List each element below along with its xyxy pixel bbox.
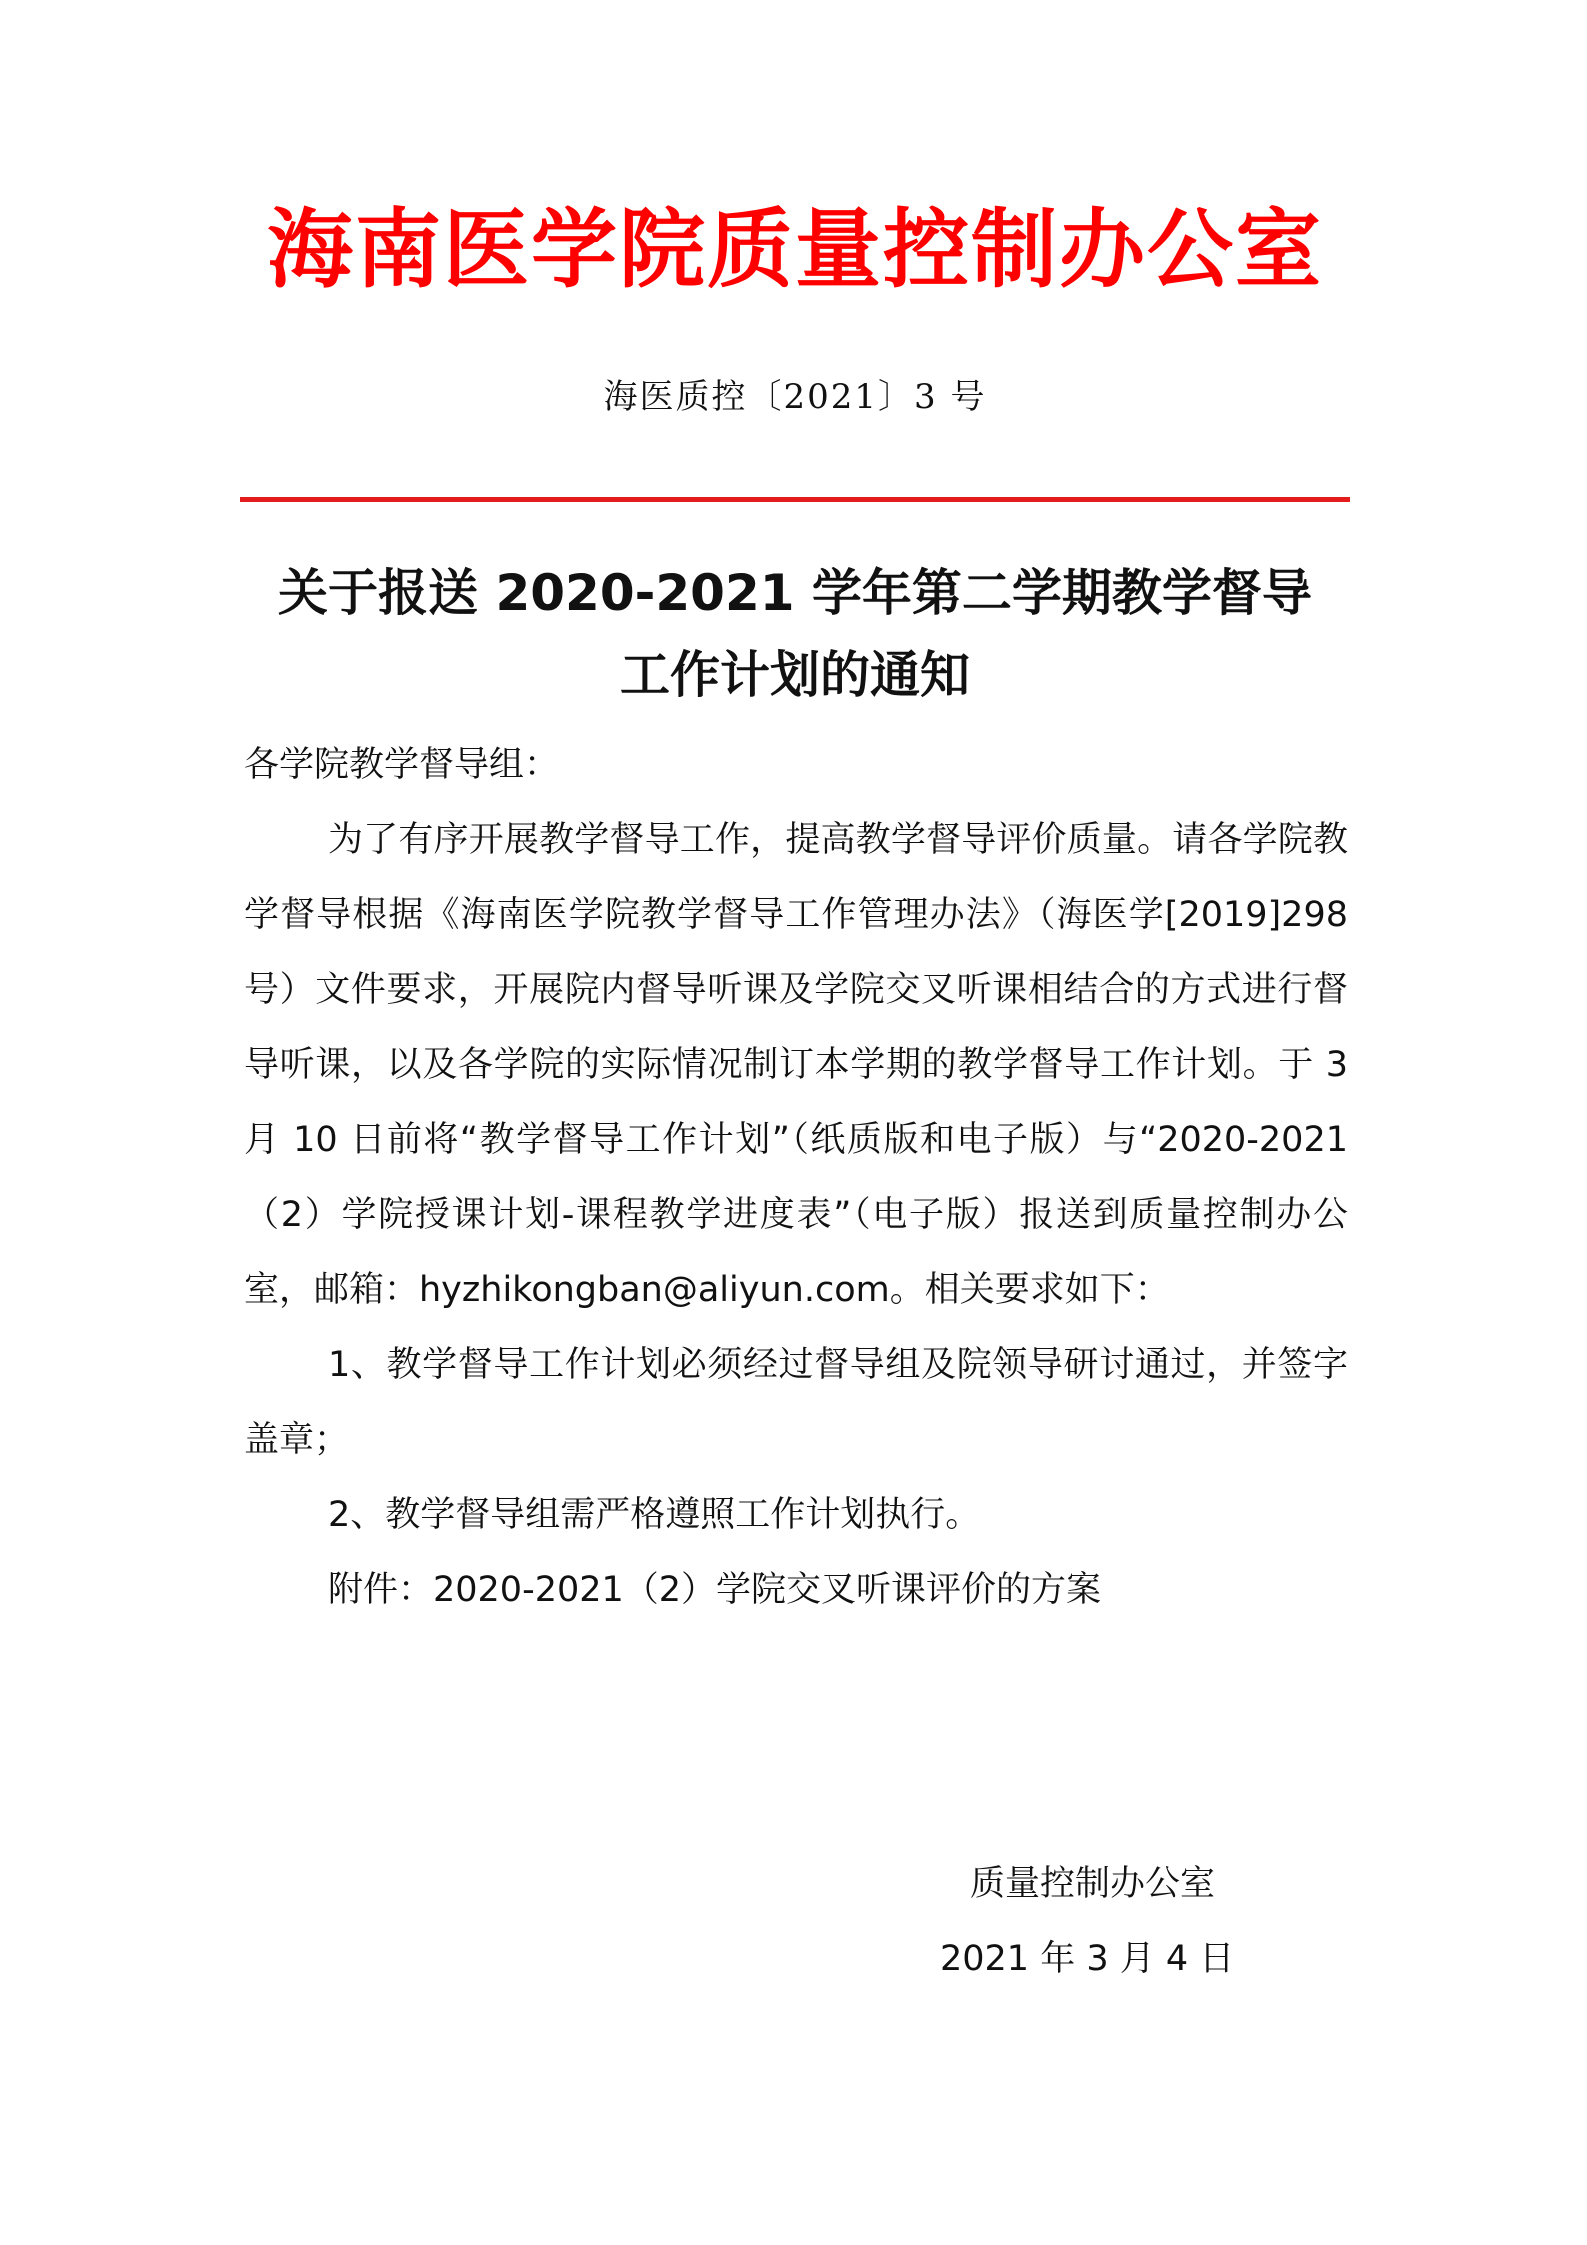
signature-block bbox=[940, 1847, 1300, 1997]
signature-organization: 质量控制办公室 bbox=[970, 1864, 1216, 1904]
red-separator-line bbox=[240, 497, 1350, 502]
notice-body bbox=[244, 728, 1348, 1628]
requirement-item-1: 1、教学督导工作计划必须经过督导组及院领导研讨通过，并签字盖章； bbox=[244, 1345, 1348, 1460]
main-paragraph: 为了有序开展教学督导工作，提高教学督导评价质量。请各学院教学督导根据《海南医学院教学督导工作管理办法》（海医学[2019]298 号）文件要求，开展院内督导听课及学院交叉听课相结合的方式进行督导听课，以及各学院的实际情况制订本学期的教学督导工作计划。于 3 月 10 日前将“教学督导工作计划”（纸质版和电子版）与“2020-2021（2）学院授课计划-课程教学进度表”（电子版）报送到质量控制办公室，邮箱：hyzhikongban@aliyun.com。相关要求如下： bbox=[244, 820, 1348, 1310]
salutation: 各学院教学督导组： bbox=[244, 745, 560, 785]
signature-date: 2021 年 3 月 4 日 bbox=[940, 1939, 1235, 1979]
notice-title-line-1: 关于报送 2020-2021 学年第二学期教学督导 bbox=[278, 564, 1312, 622]
document-number: 海医质控〔2021〕3 号 bbox=[603, 377, 987, 417]
issuing-organization-header: 海南医学院质量控制办公室 bbox=[267, 199, 1323, 300]
attachment-line: 附件：2020-2021（2）学院交叉听课评价的方案 bbox=[328, 1570, 1102, 1610]
notice-title-line-2: 工作计划的通知 bbox=[620, 646, 970, 704]
requirement-item-2: 2、教学督导组需严格遵照工作计划执行。 bbox=[328, 1495, 981, 1535]
notice-title bbox=[240, 552, 1350, 716]
